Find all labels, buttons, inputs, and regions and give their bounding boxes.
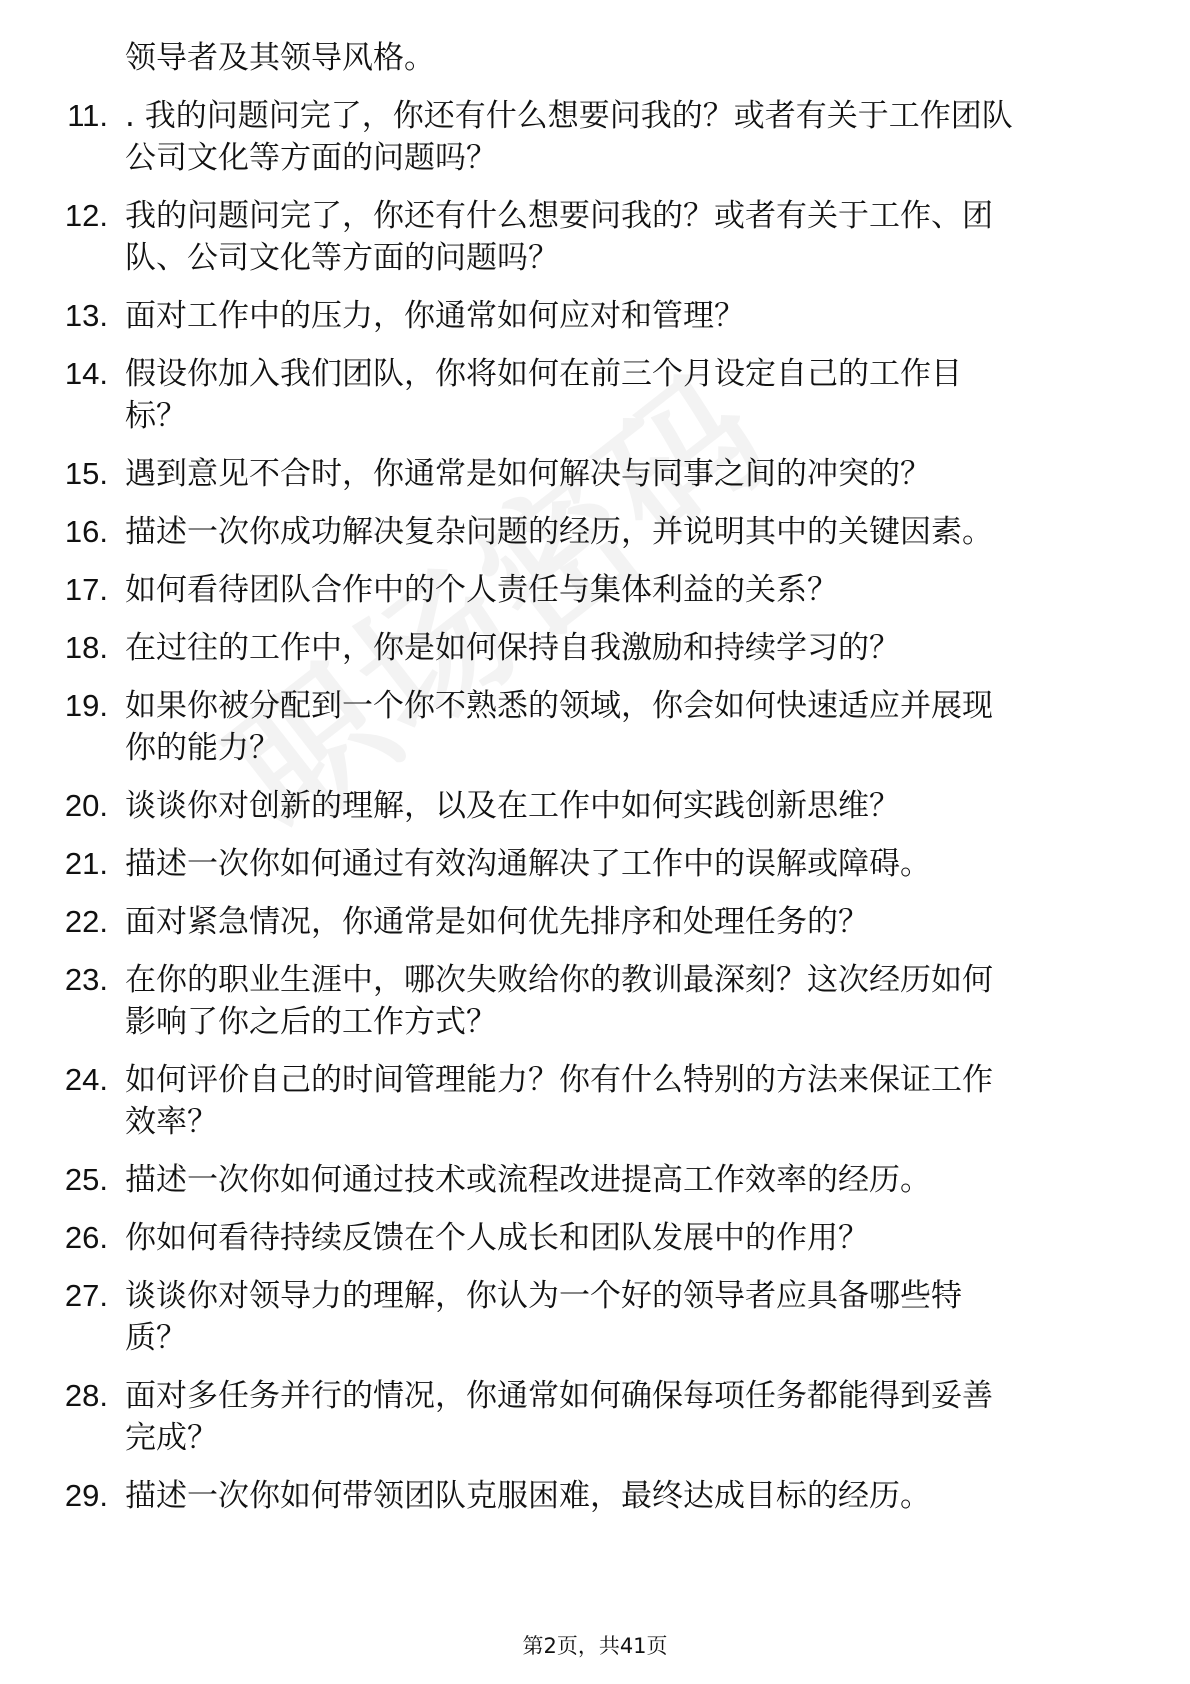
- list-item-line: [0, 628, 1190, 668]
- list-item-number: 24.: [64, 1062, 108, 1097]
- list-item-line: [0, 902, 1190, 942]
- list-item-text: 谈谈你对领导力的理解，你认为一个好的领导者应具备哪些特: [125, 1278, 962, 1314]
- list-item-text: 完成？: [125, 1420, 218, 1456]
- list-item: [0, 960, 1190, 1042]
- list-item-line: [0, 96, 1190, 136]
- list-item-line: [0, 786, 1190, 826]
- list-item-number: 15.: [64, 456, 108, 491]
- list-item: [0, 786, 1190, 826]
- list-item-text: 描述一次你如何通过有效沟通解决了工作中的误解或障碍。: [125, 846, 931, 882]
- list-item: [0, 1476, 1190, 1516]
- list-item-line: [0, 844, 1190, 884]
- list-item-line: [0, 296, 1190, 336]
- list-item-line: [0, 1060, 1190, 1100]
- list-item-number: 21.: [64, 846, 108, 881]
- list-item-number: 22.: [64, 904, 108, 939]
- list-item-text: 面对工作中的压力，你通常如何应对和管理？: [125, 298, 745, 334]
- question-list: [0, 38, 1190, 1534]
- list-item: [0, 902, 1190, 942]
- list-item-text: 谈谈你对创新的理解，以及在工作中如何实践创新思维？: [125, 788, 900, 824]
- list-item-text: 标？: [125, 398, 187, 434]
- continuation-line: [0, 38, 1190, 78]
- list-item: [0, 1160, 1190, 1200]
- list-item: [0, 570, 1190, 610]
- list-item-text: 质？: [125, 1320, 187, 1356]
- page-footer: 第2页，共41页: [522, 1634, 668, 1658]
- list-item-number: 29.: [64, 1478, 108, 1513]
- list-item-number: 17.: [64, 572, 108, 607]
- list-item-text: 面对多任务并行的情况，你通常如何确保每项任务都能得到妥善: [125, 1378, 993, 1414]
- list-item-line: [0, 1102, 1190, 1142]
- list-item: [0, 686, 1190, 768]
- list-item: [0, 1218, 1190, 1258]
- list-item-number: 13.: [64, 298, 108, 333]
- list-item-number: 25.: [64, 1162, 108, 1197]
- list-item-text: 影响了你之后的工作方式？: [125, 1004, 497, 1040]
- list-item: [0, 1276, 1190, 1358]
- list-item: [0, 296, 1190, 336]
- list-item-number: 14.: [64, 356, 108, 391]
- list-item-line: [0, 1318, 1190, 1358]
- list-item: [0, 196, 1190, 278]
- list-item-number: 11.: [67, 98, 108, 133]
- list-item-line: [0, 454, 1190, 494]
- list-item-number: 28.: [64, 1378, 108, 1413]
- continuation-text: 领导者及其领导风格。: [125, 40, 435, 76]
- list-item-text: 描述一次你如何带领团队克服困难，最终达成目标的经历。: [125, 1478, 931, 1514]
- list-item-number: 20.: [64, 788, 108, 823]
- list-item-text: 队、公司文化等方面的问题吗？: [125, 240, 559, 276]
- list-item-line: [0, 1160, 1190, 1200]
- list-item-text: 效率？: [125, 1104, 218, 1140]
- list-item-line: [0, 238, 1190, 278]
- list-item-line: [0, 570, 1190, 610]
- list-item-number: 12.: [64, 198, 108, 233]
- list-item-text: 假设你加入我们团队，你将如何在前三个月设定自己的工作目: [125, 356, 962, 392]
- list-item-line: [0, 686, 1190, 726]
- list-item-text: 如何看待团队合作中的个人责任与集体利益的关系？: [125, 572, 838, 608]
- list-item: [0, 628, 1190, 668]
- list-item: [0, 354, 1190, 436]
- list-item: [0, 96, 1190, 178]
- list-item-line: [0, 1218, 1190, 1258]
- list-item-text: 如何评价自己的时间管理能力？你有什么特别的方法来保证工作: [125, 1062, 993, 1098]
- list-item-text: 公司文化等方面的问题吗？: [125, 140, 497, 176]
- list-item-line: [0, 512, 1190, 552]
- list-item-line: [0, 1376, 1190, 1416]
- list-item-text: 你如何看待持续反馈在个人成长和团队发展中的作用？: [125, 1220, 869, 1256]
- list-item-line: [0, 1418, 1190, 1458]
- list-item-text: 描述一次你成功解决复杂问题的经历，并说明其中的关键因素。: [125, 514, 993, 550]
- list-item-text: . 我的问题问完了，你还有什么想要问我的？或者有关于工作团队: [125, 98, 1013, 134]
- list-item: [0, 1376, 1190, 1458]
- list-item-number: 18.: [64, 630, 108, 665]
- list-item-text: 我的问题问完了，你还有什么想要问我的？或者有关于工作、团: [125, 198, 993, 234]
- list-item-number: 19.: [64, 688, 108, 723]
- list-item-text: 面对紧急情况，你通常是如何优先排序和处理任务的？: [125, 904, 869, 940]
- list-item-line: [0, 1276, 1190, 1316]
- list-item-number: 26.: [64, 1220, 108, 1255]
- list-item-line: [0, 396, 1190, 436]
- list-item-line: [0, 960, 1190, 1000]
- list-item-line: [0, 1002, 1190, 1042]
- list-item-line: [0, 728, 1190, 768]
- list-item: [0, 454, 1190, 494]
- list-item-text: 遇到意见不合时，你通常是如何解决与同事之间的冲突的？: [125, 456, 931, 492]
- list-item-text: 在过往的工作中，你是如何保持自我激励和持续学习的？: [125, 630, 900, 666]
- list-item-number: 27.: [64, 1278, 108, 1313]
- list-item-number: 16.: [64, 514, 108, 549]
- list-item: [0, 512, 1190, 552]
- list-item: [0, 1060, 1190, 1142]
- list-item-line: [0, 196, 1190, 236]
- list-item-text: 在你的职业生涯中，哪次失败给你的教训最深刻？这次经历如何: [125, 962, 993, 998]
- list-item-line: [0, 138, 1190, 178]
- list-item: [0, 844, 1190, 884]
- list-item-text: 如果你被分配到一个你不熟悉的领域，你会如何快速适应并展现: [125, 688, 993, 724]
- list-item-number: 23.: [64, 962, 108, 997]
- list-item-line: [0, 354, 1190, 394]
- list-item-text: 描述一次你如何通过技术或流程改进提高工作效率的经历。: [125, 1162, 931, 1198]
- list-item-line: [0, 1476, 1190, 1516]
- list-item-text: 你的能力？: [125, 730, 280, 766]
